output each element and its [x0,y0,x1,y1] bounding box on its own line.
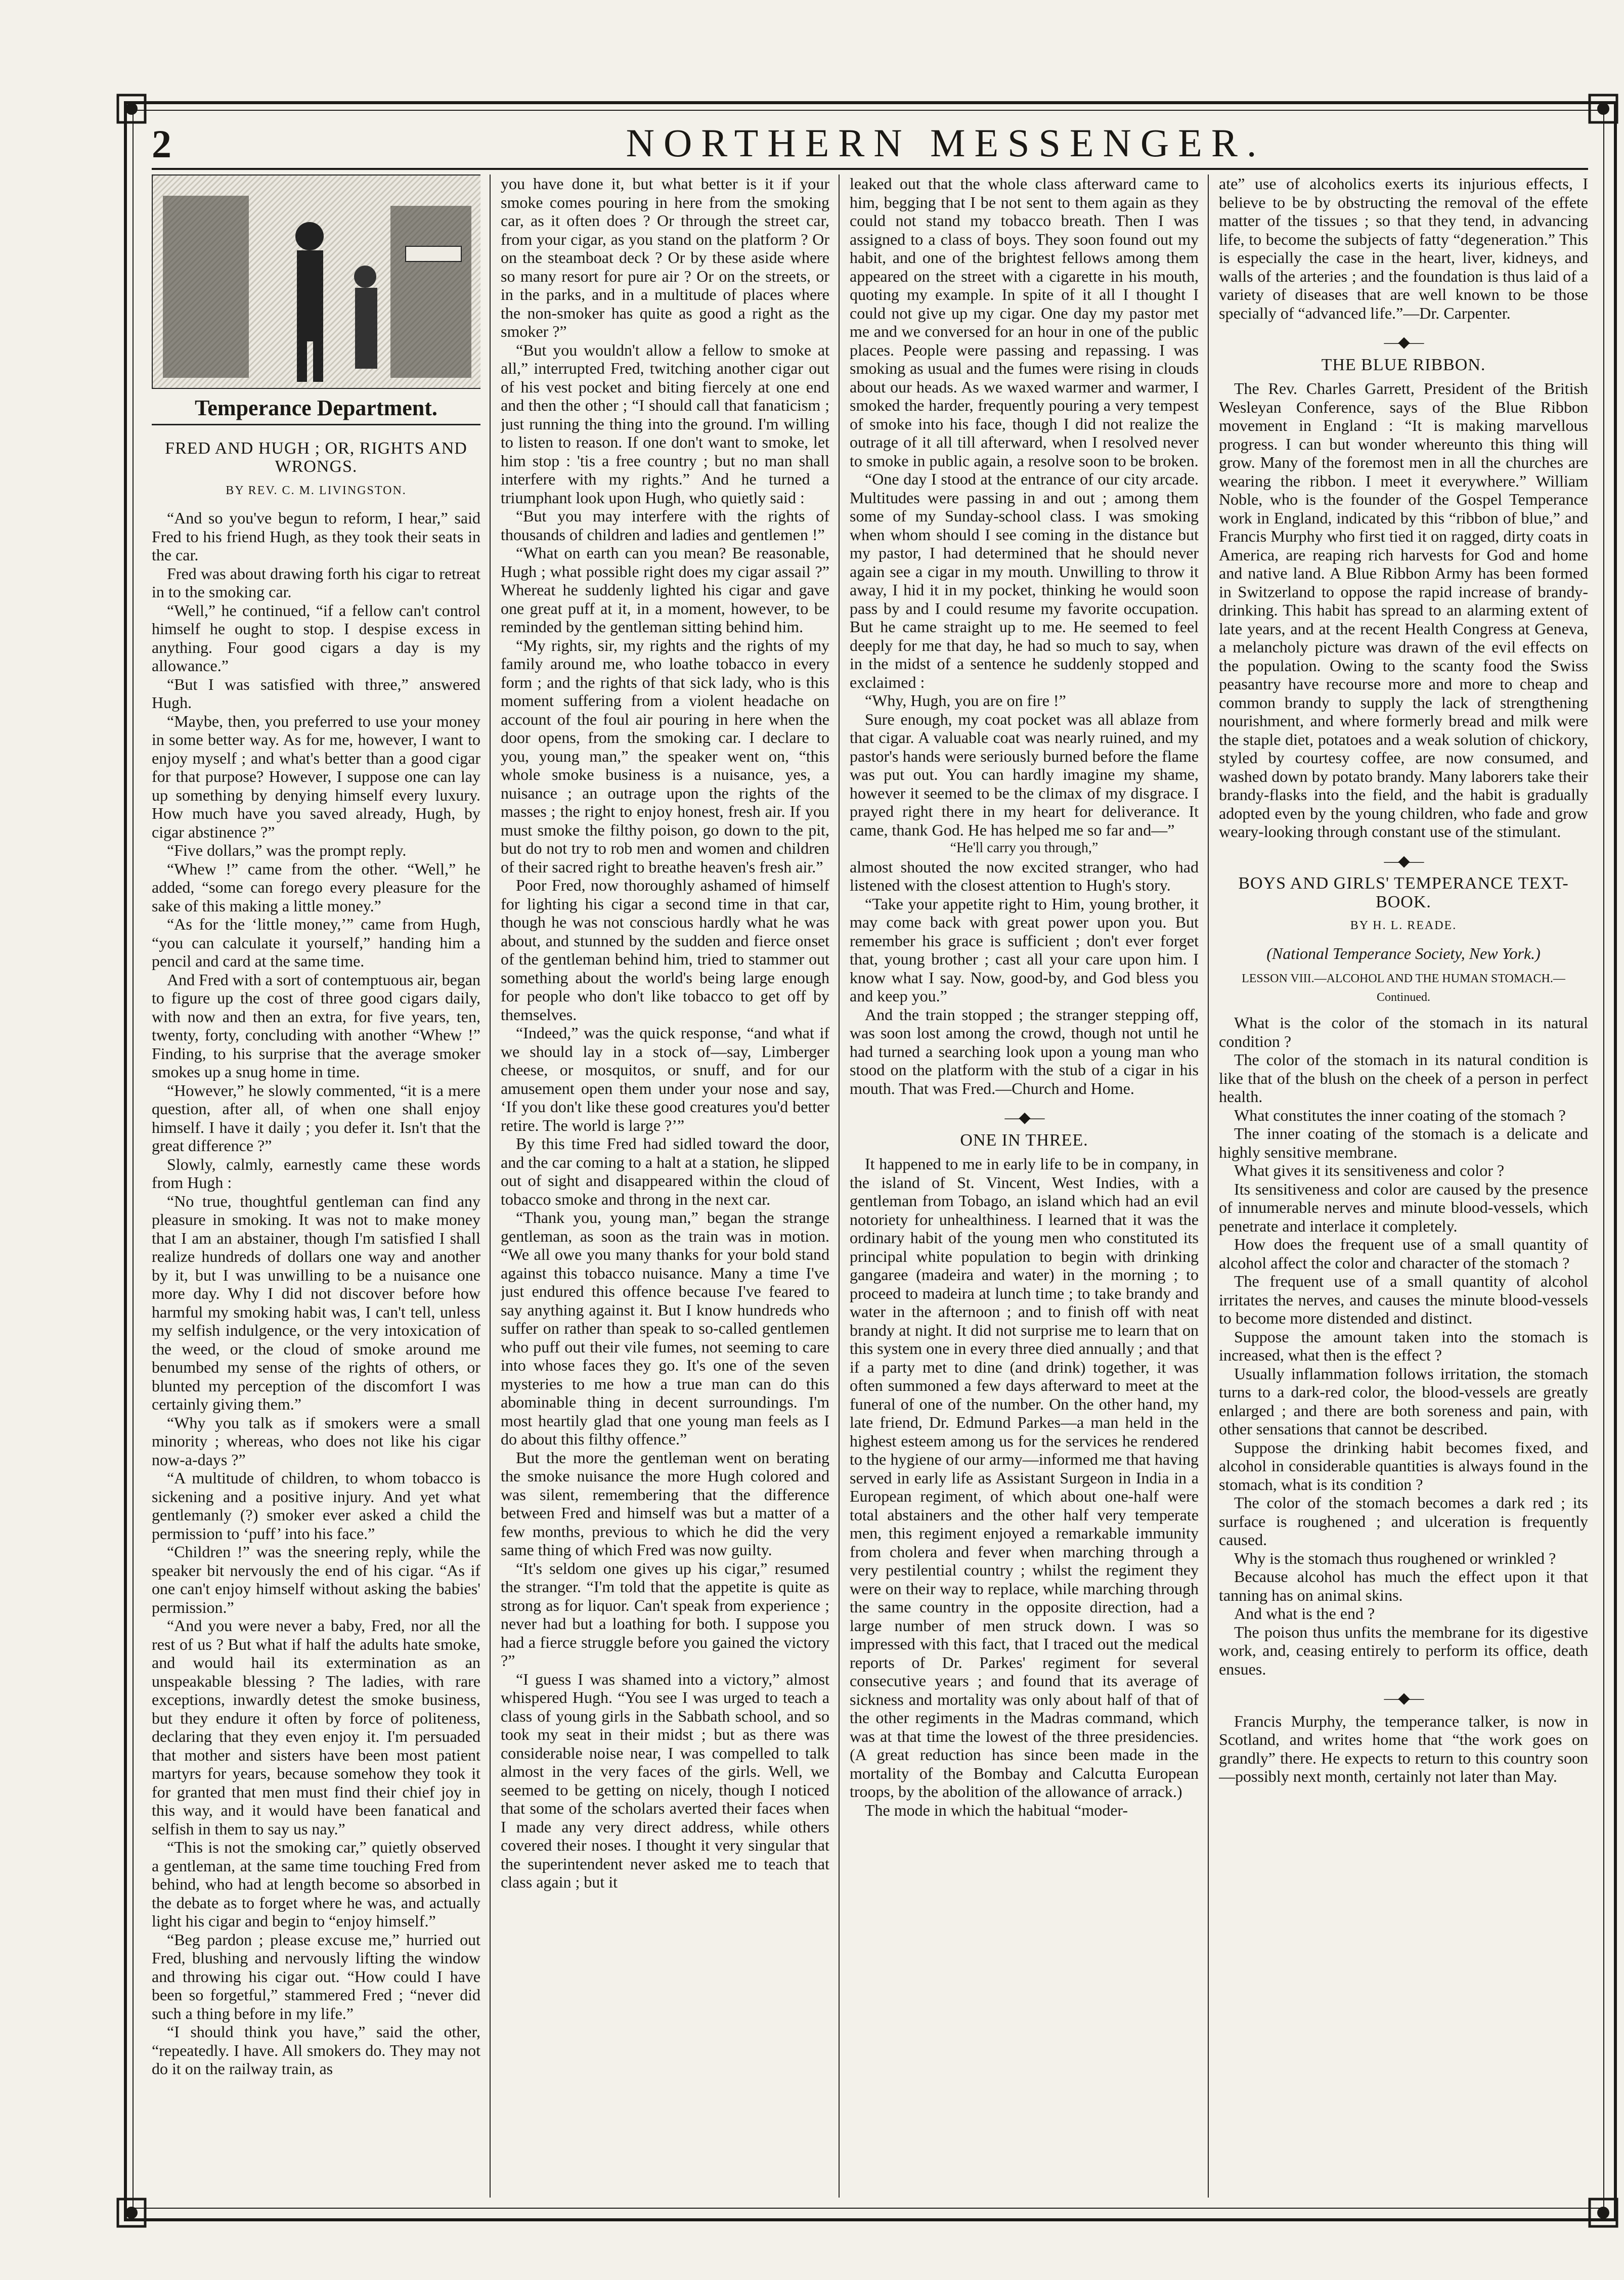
question: Why is the stomach thus roughened or wrinkled ? [1234,1549,1556,1567]
question: What is the color of the stomach in its natural condition ? [1219,1014,1588,1050]
answer: The color of the stomach in its natural condition is like that of the blush on the cheek of a person in perfect health. [1219,1050,1588,1106]
section-title: ONE IN THREE. [960,1130,1088,1150]
paragraph: “A multitude of children, to whom tobacco is sickening and a positive injury. And yet what gentlemanly (?) smoker ever asked a child the permission to ‘puff’ into his face.” [152,1469,480,1543]
corner-ornament-icon [114,2195,149,2230]
paragraph: “My rights, sir, my rights and the rights of my family around me, who loathe tobacco in every form ; and the rights of that sick lady, who is this moment suffering from a violent headache on account of the foul air pouring in here when the door opens, from the smoking car. I declare to you, young man,” the speaker went on, “this whole smoke business is a nuisance, yes, a nuisance ; an outrage upon the rights of the masses ; the right to enjoy honest, fresh air. If you must smoke the filthy poison, go down to the pit, but do not try to rob men and women and children of their sacred right to breathe heaven's fresh air.” [501,636,829,876]
department-title: Temperance Department. [152,399,480,425]
section-title: THE BLUE RIBBON. [1321,355,1486,374]
paragraph: “But you wouldn't allow a fellow to smoke at all,” interrupted Fred, twitching another cigar out of his vest pocket and biting fiercely at one end and then the other ; “I should call that fanaticism ; just running the thing into the ground. I'm willing to listen to reason. If one don't want to smoke, let him stop : 'tis a free country ; but no man shall interfere with my rights.” And he turned a triumphant look upon Hugh, who quietly said : [501,340,829,507]
paragraph: “Maybe, then, you preferred to use your money in some better way. As for me, however, I want to enjoy myself ; and what's better than a good cigar for that purpose? However, I suppose one can lay up something by denying himself every luxury. How much have you saved already, Hugh, by cigar abstinence ?” [152,712,480,841]
paragraph: “As for the ‘little money,’” came from Hugh, “you can calculate it yourself,” handing him a pencil and card at the same time. [152,915,480,970]
paragraph: The Rev. Charles Garrett, President of the British Wesleyan Conference, says of the Blue Ribbon movement in England : “It is making marvellous progress. I can but wonder whereunto this thing will grow. Many of the foremost men in all the churches are wearing the ribbon. I meet it everywhere.” William Noble, who is the founder of the Gospel Temperance work in England, indicated by this “ribbon of blue,” and Francis Murphy who first tied it on ragged, dirty coats in America, are reaping rich harvests for God and home and native land. A Blue Ribbon Army has been formed in Switzerland to oppose the rapid increase of brandy-drinking. This habit has spread to an alarming extent of late years, and at the recent Health Congress at Geneva, a melancholy picture was drawn of the evil effects on the population. Owing to the scanty food the Swiss peasantry have recourse more and more to cheap and common brandy to supply the lack of strengthening nourishment, and where formerly bread and milk were the staple diet, potatoes and a weak solution of chickory, styled by courtesy coffee, are now consumed, and washed down by potato brandy. Many laborers take their brandy-flasks into the field, and the habit is gradually adopted even by the young children, who fade and grow weary-looking through constant use of the stimulant. [1219,379,1588,841]
page-number: 2 [152,122,171,166]
article-byline: BY H. L. READE. [1350,919,1457,932]
paragraph: “Well,” he continued, “if a fellow can't control himself he ought to stop. I despise excess in anything. Four good cigars a day is my allowance.” [152,601,480,675]
paragraph: “But I was satisfied with three,” answered Hugh. [152,675,480,712]
paragraph: “And so you've begun to reform, I hear,” said Fred to his friend Hugh, as they took their seats in the car. [152,509,480,564]
paragraph: “Thank you, young man,” began the strange gentleman, as soon as the train was in motion. “We all owe you many thanks for your bold stand against this tobacco nuisance. Many a time I've just endured this offence because I've feared to say anything against it. But I know hundreds who suffer on rather than speak to so-called gentlemen who puff out their vile fumes, not seeming to care into whose faces they go. It's one of the seven mysteries to me how a true man can do this abominable thing in decent surroundings. I'm most heartily glad that one young man feels as I do about this filthy offence.” [501,1208,829,1448]
paragraph: “I should think you have,” said the other, “repeatedly. I have. All smokers do. They may not do it on the railway train, as [152,2023,480,2078]
paragraph: “One day I stood at the entrance of our city arcade. Multitudes were passing in and out ; among them some of my Sunday-school class. I was smoking when whom should I see coming in the distance but my pastor, I had determined that he should never again see a cigar in my mouth. Unwilling to throw it away, I hid it in my pocket, thinking he would soon pass by and I could resume my favorite occupation. But he came straight up to me. He seemed to feel deeply for me that day, he had so much to say, when in the midst of a sentence he suddenly stopped and exclaimed : [850,470,1199,691]
corner-ornament-icon [1586,91,1621,126]
paragraph: “Take your appetite right to Him, young brother, it may come back with great power upon you. But remember his grace is sufficient ; don't ever forget that, young brother ; cast all your care upon him. I know what I say. Now, good-by, and God bless you and keep you.” [850,894,1199,1005]
paragraph: Sure enough, my coat pocket was all ablaze from that cigar. A valuable coat was nearly ruined, and my pastor's hands were seriously burned before the flame was put out. You can hardly imagine my shame, however it seemed to be the climax of my disgrace. I prayed right there in my heart for deliverance. It came, thank God. He has helped me so far and—” [850,710,1199,839]
answer: The inner coating of the stomach is a delicate and highly sensitive membrane. [1219,1124,1588,1161]
paragraph: But the more the gentleman went on berating the smoke nuisance the more Hugh colored and was silent, remembering that the difference between Fred and himself was but a matter of a few months, previous to which he did the very same thing of which Fred was now guilty. [501,1448,829,1559]
answer: The frequent use of a small quantity of alcohol irritates the nerves, and causes the minute blood-vessels to become more distended and distinct. [1219,1272,1588,1327]
question: What gives it its sensitiveness and color ? [1234,1161,1505,1179]
paragraph: “It's seldom one gives up his cigar,” resumed the stranger. “I'm told that the appetite is quite as strong as for liquor. Can't speak from experience ; never had but a loathing for both. I suppose you had a fierce struggle before you gained the victory ?” [501,1559,829,1670]
paragraph: And the train stopped ; the stranger stepping off, was soon lost among the crowd, though not until he had turned a searching look upon a young man who stood on the platform with the stub of a cigar in his mouth. That was Fred.—Church and Home. [850,1005,1199,1098]
answer: Its sensitiveness and color are caused by the presence of innumerable nerves and minute blood-vessels, which penetrate and interlace it completely. [1219,1179,1588,1235]
column-rule [839,174,840,2198]
question: And what is the end ? [1234,1604,1375,1623]
paragraph: Fred was about drawing forth his cigar to retreat in to the smoking car. [152,564,480,601]
paragraph: “Why you talk as if smokers were a small minority ; whereas, who does not like his cigar now-a-days ?” [152,1413,480,1469]
section-divider: —◆— [1384,1690,1423,1706]
column-rule [1208,174,1209,2198]
corner-ornament-icon [114,91,149,126]
paragraph: ate” use of alcoholics exerts its injurious effects, I believe to be by obstructing the removal of the effete matter of the tissues ; so that they tend, in advancing life, to become the subjects of fatty “degeneration.” This is especially the case in the heart, liver, kidneys, and walls of the arteries ; and the foundation is thus laid of a variety of diseases that are well known to be those specially of “advanced life.”—Dr. Carpenter. [1219,174,1588,322]
section-divider: —◆— [1004,1109,1044,1126]
paragraph: Francis Murphy, the temperance talker, is now in Scotland, and writes home that “the work goes on grandly” there. He expects to return to this country soon—possibly next month, certainly not later than May. [1219,1712,1588,1785]
section-title: BOYS AND GIRLS' TEMPERANCE TEXT-BOOK. [1238,874,1569,911]
question: Suppose the amount taken into the stomach is increased, what then is the effect ? [1219,1327,1588,1364]
paragraph: almost shouted the now excited stranger, who had listened with the closest attention to Hugh's story. [850,857,1199,894]
section-divider: —◆— [1384,852,1423,869]
paragraph: you have done it, but what better is it if your smoke comes pouring in here from the smoking car, as it often does ? Or through the street car, from your cigar, as you stand on the platform ? Or on the steamboat deck ? Or by these aside where so many resort for pure air ? Or on the streets, or in the parks, and in a multitude of places where the non-smoker has quite as good a right as the smoker ?” [501,174,829,340]
answer: The poison thus unfits the membrane for its digestive work, and, ceasing entirely to perform its office, death ensues. [1219,1623,1588,1678]
paragraph: “This is not the smoking car,” quietly observed a gentleman, at the same time touching Fred from behind, who had at length become so absorbed in the debate as to forget where he was, and actually light his cigar and begin to “enjoy himself.” [152,1838,480,1930]
paragraph: “Beg pardon ; please excuse me,” hurried out Fred, blushing and nervously lifting the window and throwing his cigar out. “How could I have been so forgetful,” stammered Fred ; “never did such a thing before in my life.” [152,1930,480,2023]
question: Suppose the drinking habit becomes fixed, and alcohol in considerable quantities is always found in the stomach, what is its condition ? [1219,1438,1588,1494]
paragraph: “Whew !” came from the other. “Well,” he added, “some can forego every pleasure for the sake of this making a little money.” [152,859,480,915]
question: How does the frequent use of a small quantity of alcohol affect the color and character of the stomach ? [1219,1235,1588,1272]
column-1 [152,174,480,2203]
column-rule [490,174,491,2198]
corner-ornament-icon [1586,2195,1621,2230]
paragraph: “Indeed,” was the quick response, “and what if we should lay in a stock of—say, Limberger cheese, or mosquitos, or snuff, and for our amusement open them under your nose and say, ‘If you don't like these good creatures you'd better retire. The world is large ?’” [501,1024,829,1134]
answer: The color of the stomach becomes a dark red ; its surface is roughened ; and ulceration is frequently caused. [1219,1494,1588,1549]
paragraph: “But you may interfere with the rights of thousands of children and ladies and gentlemen !” [501,507,829,544]
newspaper-title: NORTHERN MESSENGER. [626,121,1266,165]
paragraph: “What on earth can you mean? Be reasonable, Hugh ; what possible right does my cigar assail ?” Whereat he suddenly lighted his cigar and gave one great puff at it, in a moment, however, to be reminded by the gentleman sitting behind him. [501,544,829,636]
publisher-credit: (National Temperance Society, New York.) [1266,944,1541,962]
paragraph: “Five dollars,” was the prompt reply. [167,841,407,859]
section-divider: —◆— [1384,334,1423,350]
paragraph: “Why, Hugh, you are on fire !” [865,691,1066,710]
column-3 [850,174,1199,2203]
article-byline: BY REV. C. M. LIVINGSTON. [226,484,407,497]
paragraph: “However,” he slowly commented, “it is a mere question, after all, of when one shall enjoy himself. I have it daily ; you defer it. Isn't that the great difference ?” [152,1081,480,1155]
paragraph: The mode in which the habitual “moder- [865,1801,1128,1819]
paragraph: Slowly, calmly, earnestly came these words from Hugh : [152,1155,480,1192]
quote-line: “He'll carry you through,” [950,840,1099,856]
paragraph: “And you were never a baby, Fred, nor all the rest of us ? But what if half the adults hate smoke, and would hail its extermination as an unspeakable blessing ? The ladies, with rare exceptions, inwardly detest the smoke business, but they endure it often by force of politeness, declaring that they even enjoy it. I'm persuaded that mother and sisters have been most patient martyrs for years, because somehow they took it for granted that men must find their chief joy in this way, and it would have been fanatical and selfish in them to say us nay.” [152,1616,480,1838]
paragraph: It happened to me in early life to be in company, in the island of St. Vincent, West Indies, with a gentleman from Tobago, an island which had an evil notoriety for unhealthiness. I learned that it was the ordinary habit of the young men who constituted its principal white population to begin with drinking gangaree (madeira and water) in the morning ; to proceed to madeira at lunch time ; to take brandy and water in the afternoon ; and to finish off with neat brandy at night. It did not surprise me to learn that on this system one in every three died annually ; and that if a party met to dine (and drink) together, it was often summoned a few days afterward to meet at the funeral of one of the number. On the other hand, my late friend, Dr. Edmund Parkes—a man held in the highest esteem among us for the services he rendered to the hygiene of our army—informed me that having served in early life as Assistant Surgeon in India in a European regiment, of which about one-half were total abstainers and the other half very temperate men, this regiment enjoyed a remarkable immunity from cholera and fever when marching through a very pestilential country ; whilst the regiment they were on their way to replace, while marching through the same country in the opposite direction, had a large number of men struck down. I was so impressed with this fact, that I traced out the medical reports of Dr. Parkes' regiment for several consecutive years ; and found that its average of sickness and mortality was only about half of that of the other regiments in the Madras command, which was at that time the lowest of the three presidencies. (A great reduction has since been made in the mortality of the Bombay and Calcutta European troops, by the abolition of the allowance of arrack.) [850,1155,1199,1801]
paragraph: leaked out that the whole class afterward came to him, begging that I be not sent to them again as they could not stand my tobacco breath. Then I was assigned to a class of boys. They soon found out my habit, and one of the brightest fellows among them appeared on the street with a cigarette in his mouth, quoting my example. In spite of it all I thought I could not give up my cigar. One day my pastor met me and we conversed for an hour in one of the public places. People were passing and repassing. I was smoking as usual and the fumes were rising in clouds about our heads. As we waxed warmer and warmer, I smoked the harder, frequently pouring a very tempest of smoke into his face, though I did not realize the outrage of it all till afterward, when I resolved never to smoke in public again, a resolve soon to be broken. [850,174,1199,470]
article-title: FRED AND HUGH ; OR, RIGHTS AND WRONGS. [165,439,467,476]
paragraph: By this time Fred had sidled toward the door, and the car coming to a halt at a station, he slipped out of sight and disappeared within the cloud of tobacco smoke and throng in the next car. [501,1134,829,1208]
question: What constitutes the inner coating of the stomach ? [1234,1106,1566,1124]
paragraph: “No true, thoughtful gentleman can find any pleasure in smoking. It was not to make money that I am an abstainer, though I'm satisfied I shall realize hundreds of dollars one way and another by it, but I was unwilling to be a nuisance one more day. Why I did not discover before how harmful my smoking habit was, I can't tell, unless my selfish indulgence, or the very intoxication of the weed, or the cloud of smoke around me benumbed my sense of the rights of others, or blunted my perception of the discomfort I was certainly giving them.” [152,1192,480,1413]
column-2 [501,174,829,2203]
paragraph: “Children !” was the sneering reply, while the speaker bit nervously the end of his cigar. “As if one can't enjoy himself without asking the babies' permission.” [152,1543,480,1616]
paragraph: Poor Fred, now thoroughly ashamed of himself for lighting his cigar a second time in that car, though he was not conscious hardly what he was about, and stunned by the sudden and fierce onset of the gentleman behind him, tried to stammer out something about the world's being large enough for people who don't like tobacco to get off by themselves. [501,876,829,1024]
column-4 [1219,174,1588,2203]
paragraph: “I guess I was shamed into a victory,” almost whispered Hugh. “You see I was urged to teach a class of young girls in the Sabbath school, and so took my seat in their midst ; but as there was considerable noise near, I was compelled to talk almost in the very faces of the girls. Well, we seemed to be getting on nicely, though I noticed that some of the scholars averted their faces when I made any very direct address, while others covered their noses. I thought it very singular that the superintendent never asked me to teach that class again ; but it [501,1670,829,1891]
lesson-heading: LESSON VIII.—ALCOHOL AND THE HUMAN STOMACH.—Continued. [1242,972,1565,1004]
answer: Because alcohol has much the effect upon it that tanning has on animal skins. [1219,1567,1588,1604]
tavern-illustration [152,174,480,389]
paragraph: And Fred with a sort of contemptuous air, began to figure up the cost of three good cigars daily, with now and then an extra, for five years, ten, twenty, forty, concluding with another “Whew !” Finding, to his surprise that the average smoker smokes up a snug home in time. [152,970,480,1081]
answer: Usually inflammation follows irritation, the stomach turns to a dark-red color, the blood-vessels are greatly enlarged ; and there are both soreness and pain, with other sensations that cannot be described. [1219,1364,1588,1438]
masthead [152,117,1588,170]
